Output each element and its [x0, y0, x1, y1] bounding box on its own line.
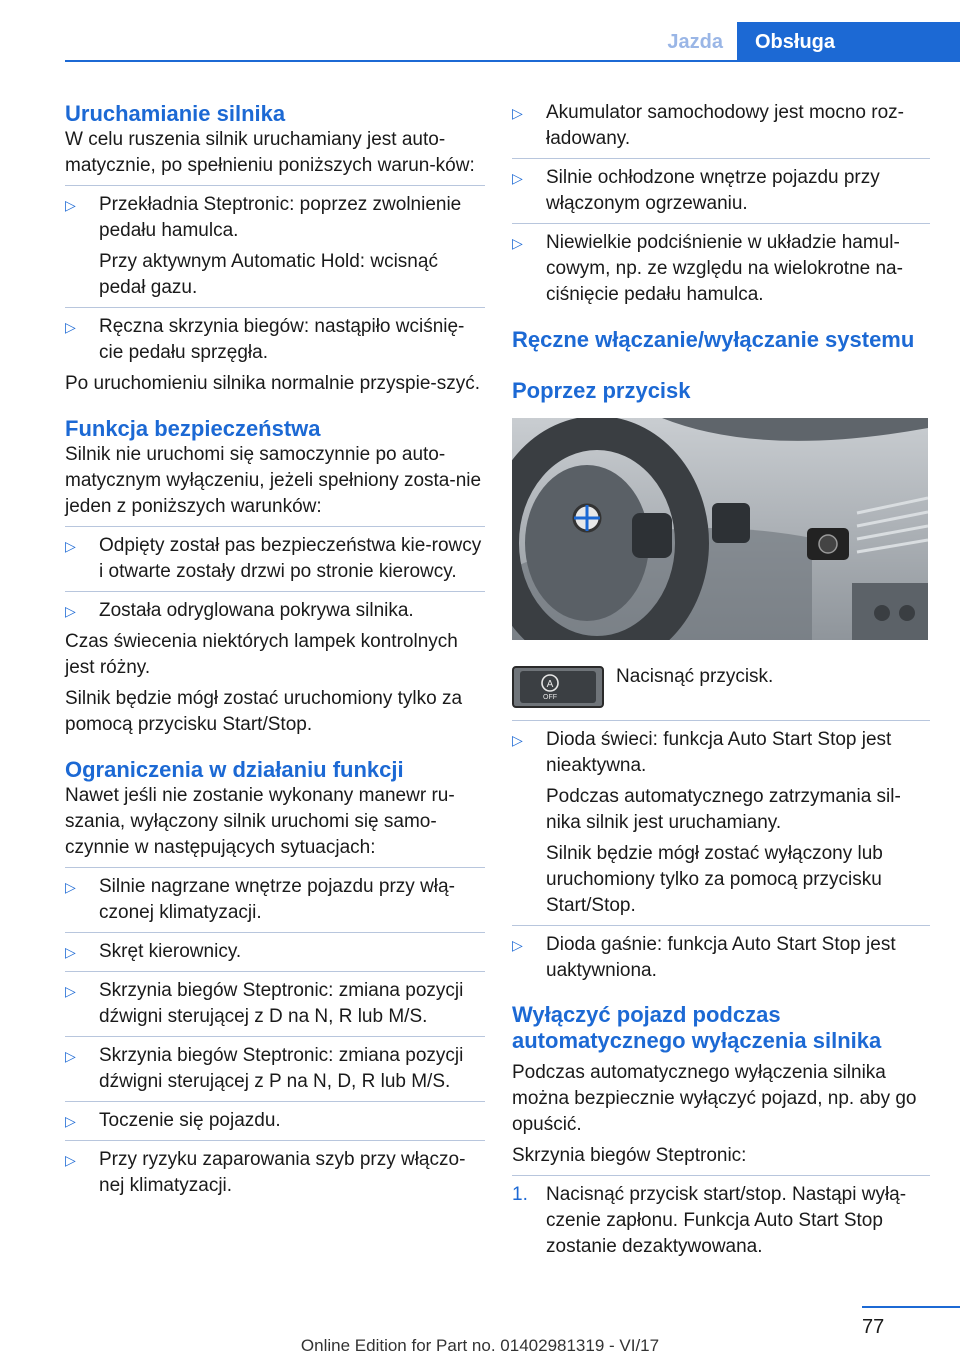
divider [65, 971, 485, 972]
paragraph: Nawet jeśli nie zostanie wykonany manewr ru-szania, wyłączony silnik uruchomi się samo-czynnie w następujących sytuacjach: [65, 785, 455, 858]
list-item-text: Skrzynia biegów Steptronic: zmiana pozycji dźwigni sterującej z P na N, D, R lub M/S. [99, 1045, 464, 1092]
bullet-triangle-icon: ▷ [512, 170, 523, 186]
page-number: 77 [862, 1316, 885, 1338]
list-item [512, 165, 930, 217]
list-item [65, 1108, 485, 1134]
divider [65, 1101, 485, 1102]
list-item [65, 598, 485, 624]
numbered-step [512, 1182, 930, 1260]
auto-start-stop-button-icon [512, 666, 604, 708]
list-item-text: Odpięty został pas bezpieczeństwa kie-rowcy i otwarte zostały drzwi po stronie kierowcy. [99, 535, 482, 582]
button-illustration-row [512, 666, 930, 708]
list-item-text: Skręt kierownicy. [99, 941, 242, 962]
list-item-text: Silnie nagrzane wnętrze pojazdu przy włą-czonej klimatyzacji. [99, 876, 455, 923]
list-item-subtext: Silnik będzie mógł zostać wyłączony lub uruchomiony tylko za pomocą przycisku Start/Stop. [546, 843, 883, 916]
section-title-manual-toggle: Ręczne włączanie/wyłączanie systemu [512, 327, 915, 352]
list-item-text: Akumulator samochodowy jest mocno roz-ładowany. [546, 102, 904, 149]
divider [512, 925, 930, 926]
section-title-via-button: Poprzez przycisk [512, 378, 691, 403]
list-item-text: Została odryglowana pokrywa silnika. [99, 600, 414, 621]
button-icon-label-a: A [546, 679, 554, 690]
bullet-triangle-icon: ▷ [65, 1048, 76, 1064]
list-item [512, 932, 930, 984]
paragraph: Podczas automatycznego wyłączenia silnika można bezpiecznie wyłączyć pojazd, np. aby go opuścić. [512, 1062, 917, 1135]
bullet-triangle-icon: ▷ [65, 944, 76, 960]
section-title-switch-off: Wyłączyć pojazd podczas automatycznego wyłączenia silnika [512, 1002, 882, 1053]
bullet-triangle-icon: ▷ [65, 538, 76, 554]
section-title-limitations: Ograniczenia w działaniu funkcji [65, 757, 404, 782]
list-item [65, 533, 485, 585]
divider [65, 932, 485, 933]
divider [65, 526, 485, 527]
list-item-text: Dioda gaśnie: funkcja Auto Start Stop jest uaktywniona. [546, 934, 896, 981]
list-item-text: Toczenie się pojazdu. [99, 1110, 281, 1131]
bullet-triangle-icon: ▷ [65, 1113, 76, 1129]
list-item-text: Ręczna skrzynia biegów: nastąpiło wciśnię-cie pedału sprzęgła. [99, 316, 465, 363]
section-title-safety: Funkcja bezpieczeństwa [65, 416, 321, 441]
list-item [65, 314, 485, 366]
bullet-triangle-icon: ▷ [512, 732, 523, 748]
bullet-triangle-icon: ▷ [65, 319, 76, 335]
list-item-subtext: Podczas automatycznego zatrzymania sil-nika silnik jest uruchamiany. [546, 786, 901, 833]
section-title-engine-start: Uruchamianie silnika [65, 101, 286, 126]
step-number: 1. [512, 1184, 528, 1205]
dashboard-photo [512, 418, 928, 640]
divider [65, 307, 485, 308]
footer-edition: Online Edition for Part no. 01402981319 - VI/17 [300, 1336, 660, 1355]
bullet-triangle-icon: ▷ [65, 197, 76, 213]
list-item-subtext: Przy aktywnym Automatic Hold: wcisnąć pedał gazu. [99, 251, 438, 298]
divider [65, 185, 485, 186]
list-item [512, 100, 930, 152]
bullet-triangle-icon: ▷ [512, 235, 523, 251]
paragraph: Po uruchomieniu silnika normalnie przyspie-szyć. [65, 373, 481, 394]
divider [65, 591, 485, 592]
tab-obsluga[interactable]: Obsługa [737, 22, 960, 62]
paragraph: W celu ruszenia silnik uruchamiany jest auto-matycznie, po spełnieniu poniższych warun-ków: [65, 129, 475, 176]
paragraph: Silnik będzie mógł zostać uruchomiony tylko za pomocą przycisku Start/Stop. [65, 688, 463, 735]
bullet-triangle-icon: ▷ [65, 1152, 76, 1168]
list-item-text: Dioda świeci: funkcja Auto Start Stop jest nieaktywna. [546, 729, 892, 776]
step-text: Nacisnąć przycisk start/stop. Nastąpi wyłą-czenie zapłonu. Funkcja Auto Start Stop zostanie dezaktywowana. [546, 1184, 907, 1257]
bullet-triangle-icon: ▷ [512, 937, 523, 953]
list-item-text: Niewielkie podciśnienie w układzie hamul-cowym, np. ze względu na wielokrotne na-ciśnięcie pedału hamulca. [546, 232, 903, 305]
list-item-text: Przy ryzyku zaparowania szyb przy włączo-nej klimatyzacji. [99, 1149, 466, 1196]
paragraph: Czas świecenia niektórych lampek kontrolnych jest różny. [65, 631, 458, 678]
list-item [65, 1043, 485, 1095]
list-item [65, 939, 485, 965]
list-item-text: Skrzynia biegów Steptronic: zmiana pozycji dźwigni sterującej z D na N, R lub M/S. [99, 980, 464, 1027]
divider [65, 867, 485, 868]
right-column [512, 100, 930, 1265]
list-item [65, 978, 485, 1030]
paragraph: Skrzynia biegów Steptronic: [512, 1145, 747, 1166]
bullet-triangle-icon: ▷ [65, 983, 76, 999]
divider [65, 1140, 485, 1141]
divider [512, 223, 930, 224]
list-item [512, 230, 930, 308]
button-icon-label-off: OFF [543, 694, 557, 701]
bullet-triangle-icon: ▷ [65, 879, 76, 895]
list-item [65, 192, 485, 301]
chapter-tabs [640, 22, 960, 62]
footer-rule [862, 1306, 960, 1308]
bullet-triangle-icon: ▷ [65, 603, 76, 619]
left-column [65, 100, 485, 1204]
divider [512, 720, 930, 721]
tab-jazda[interactable]: Jazda [667, 31, 723, 53]
list-item-text: Silnie ochłodzone wnętrze pojazdu przy włączonym ogrzewaniu. [546, 167, 880, 214]
paragraph: Silnik nie uruchomi się samoczynnie po auto-matycznym wyłączeniu, jeżeli spełniony zosta-nie jeden z poniższych warunków: [65, 444, 482, 517]
divider [512, 158, 930, 159]
list-item [512, 727, 930, 919]
list-item-text: Przekładnia Steptronic: poprzez zwolnienie pedału hamulca. [99, 194, 462, 241]
button-caption: Nacisnąć przycisk. [616, 666, 774, 687]
bullet-triangle-icon: ▷ [512, 105, 523, 121]
divider [65, 1036, 485, 1037]
divider [512, 1175, 930, 1176]
list-item [65, 874, 485, 926]
list-item [65, 1147, 485, 1199]
